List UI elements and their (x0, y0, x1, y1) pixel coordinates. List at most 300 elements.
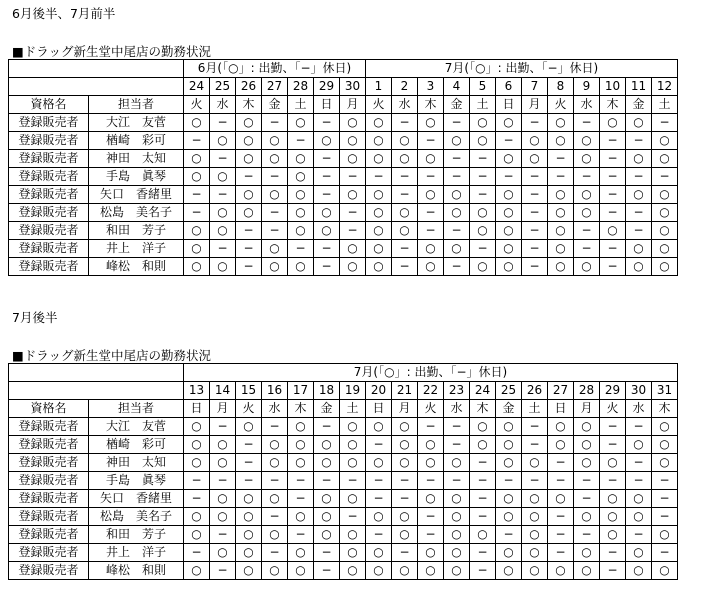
role-cell: 登録販売者 (9, 240, 89, 258)
attendance-mark: − (418, 508, 444, 526)
attendance-mark: ○ (574, 562, 600, 580)
staff-name-cell: 和田 芳子 (89, 222, 184, 240)
attendance-mark: − (522, 472, 548, 490)
attendance-mark: ○ (288, 186, 314, 204)
attendance-mark: ○ (600, 114, 626, 132)
attendance-mark: − (652, 544, 678, 562)
weekday-cell: 火 (418, 400, 444, 418)
attendance-mark: ○ (184, 168, 210, 186)
attendance-mark: − (522, 204, 548, 222)
attendance-mark: ○ (418, 186, 444, 204)
attendance-mark: ○ (548, 132, 574, 150)
attendance-mark: ○ (522, 150, 548, 168)
staff-name-cell: 楢崎 彩可 (89, 132, 184, 150)
attendance-mark: ○ (262, 186, 288, 204)
attendance-mark: − (626, 222, 652, 240)
attendance-mark: − (522, 258, 548, 276)
attendance-mark: − (522, 168, 548, 186)
staff-row (9, 526, 678, 544)
person-column-header: 担当者 (89, 400, 184, 418)
attendance-mark: ○ (652, 418, 678, 436)
role-cell: 登録販売者 (9, 114, 89, 132)
attendance-mark: ○ (626, 114, 652, 132)
day-number: 20 (366, 382, 392, 400)
staff-name-cell: 和田 芳子 (89, 526, 184, 544)
attendance-mark: ○ (210, 132, 236, 150)
attendance-mark: − (444, 222, 470, 240)
attendance-mark: − (470, 150, 496, 168)
attendance-mark: − (184, 186, 210, 204)
day-number-row (9, 78, 678, 96)
attendance-mark: ○ (470, 222, 496, 240)
attendance-mark: ○ (574, 418, 600, 436)
attendance-mark: ○ (340, 132, 366, 150)
weekday-cell: 日 (496, 96, 522, 114)
attendance-mark: − (600, 544, 626, 562)
attendance-mark: ○ (314, 436, 340, 454)
staff-row (9, 114, 678, 132)
attendance-mark: − (574, 222, 600, 240)
attendance-mark: ○ (288, 436, 314, 454)
staff-row (9, 472, 678, 490)
attendance-mark: − (548, 454, 574, 472)
attendance-mark: − (418, 204, 444, 222)
role-cell: 登録販売者 (9, 204, 89, 222)
attendance-mark: ○ (600, 508, 626, 526)
weekday-cell: 月 (340, 96, 366, 114)
attendance-mark: ○ (574, 186, 600, 204)
attendance-mark: ○ (496, 436, 522, 454)
section-title-2: ■ドラッグ新生堂中尾店の勤務状況 (12, 348, 212, 363)
attendance-mark: ○ (236, 418, 262, 436)
attendance-mark: ○ (184, 114, 210, 132)
day-number: 25 (496, 382, 522, 400)
attendance-mark: ○ (366, 562, 392, 580)
attendance-mark: ○ (496, 454, 522, 472)
attendance-mark: − (470, 168, 496, 186)
attendance-mark: ○ (288, 258, 314, 276)
attendance-mark: ○ (340, 436, 366, 454)
attendance-mark: ○ (262, 454, 288, 472)
month-header-row (9, 60, 678, 78)
day-number: 5 (470, 78, 496, 96)
day-number: 26 (236, 78, 262, 96)
attendance-mark: ○ (262, 436, 288, 454)
day-number: 30 (626, 382, 652, 400)
day-number: 10 (600, 78, 626, 96)
staff-row (9, 240, 678, 258)
attendance-mark: ○ (652, 436, 678, 454)
staff-name-cell: 井上 洋子 (89, 544, 184, 562)
attendance-mark: − (652, 114, 678, 132)
attendance-mark: − (262, 544, 288, 562)
attendance-mark: ○ (626, 544, 652, 562)
attendance-mark: − (236, 436, 262, 454)
staff-row (9, 508, 678, 526)
attendance-mark: ○ (288, 562, 314, 580)
role-cell: 登録販売者 (9, 544, 89, 562)
attendance-mark: ○ (340, 114, 366, 132)
attendance-mark: − (366, 526, 392, 544)
weekday-cell: 金 (626, 96, 652, 114)
role-cell: 登録販売者 (9, 436, 89, 454)
attendance-mark: − (522, 418, 548, 436)
staff-row (9, 490, 678, 508)
day-number: 28 (288, 78, 314, 96)
attendance-mark: ○ (418, 544, 444, 562)
attendance-mark: ○ (236, 526, 262, 544)
attendance-mark: ○ (366, 132, 392, 150)
attendance-mark: ○ (314, 526, 340, 544)
attendance-mark: ○ (340, 454, 366, 472)
weekday-cell: 月 (392, 400, 418, 418)
attendance-mark: ○ (600, 222, 626, 240)
day-number: 18 (314, 382, 340, 400)
attendance-mark: − (522, 114, 548, 132)
attendance-mark: − (288, 132, 314, 150)
attendance-mark: − (626, 168, 652, 186)
staff-row (9, 204, 678, 222)
attendance-mark: ○ (522, 526, 548, 544)
attendance-mark: − (574, 240, 600, 258)
attendance-mark: ○ (366, 418, 392, 436)
attendance-mark: ○ (522, 454, 548, 472)
attendance-mark: ○ (262, 526, 288, 544)
attendance-mark: ○ (652, 258, 678, 276)
attendance-mark: ○ (236, 562, 262, 580)
attendance-mark: ○ (626, 490, 652, 508)
attendance-mark: ○ (522, 132, 548, 150)
attendance-mark: ○ (262, 562, 288, 580)
attendance-mark: ○ (548, 562, 574, 580)
attendance-mark: ○ (340, 240, 366, 258)
blank-cell (9, 364, 184, 382)
attendance-mark: − (236, 240, 262, 258)
weekday-cell: 土 (470, 96, 496, 114)
attendance-mark: ○ (340, 258, 366, 276)
attendance-mark: ○ (548, 436, 574, 454)
attendance-mark: ○ (548, 490, 574, 508)
attendance-mark: − (600, 472, 626, 490)
attendance-mark: − (210, 472, 236, 490)
attendance-mark: − (548, 544, 574, 562)
attendance-mark: ○ (652, 132, 678, 150)
attendance-mark: ○ (366, 114, 392, 132)
attendance-mark: ○ (600, 526, 626, 544)
attendance-mark: ○ (366, 150, 392, 168)
attendance-mark: − (314, 418, 340, 436)
attendance-mark: ○ (288, 168, 314, 186)
attendance-mark: ○ (574, 204, 600, 222)
attendance-mark: − (444, 114, 470, 132)
attendance-mark: ○ (392, 204, 418, 222)
attendance-mark: − (314, 114, 340, 132)
attendance-mark: ○ (262, 490, 288, 508)
day-number: 24 (184, 78, 210, 96)
attendance-mark: − (600, 132, 626, 150)
attendance-mark: − (184, 132, 210, 150)
attendance-mark: − (522, 436, 548, 454)
attendance-mark: ○ (184, 454, 210, 472)
attendance-mark: ○ (444, 204, 470, 222)
weekday-cell: 日 (184, 400, 210, 418)
role-cell: 登録販売者 (9, 562, 89, 580)
role-cell: 登録販売者 (9, 132, 89, 150)
attendance-mark: − (418, 168, 444, 186)
attendance-mark: − (210, 186, 236, 204)
attendance-mark: ○ (574, 544, 600, 562)
staff-row (9, 544, 678, 562)
attendance-mark: ○ (470, 526, 496, 544)
attendance-mark: ○ (184, 562, 210, 580)
attendance-mark: ○ (496, 222, 522, 240)
attendance-mark: − (340, 222, 366, 240)
attendance-mark: ○ (236, 508, 262, 526)
attendance-mark: − (600, 168, 626, 186)
day-number: 11 (626, 78, 652, 96)
attendance-mark: − (444, 436, 470, 454)
role-column-header: 資格名 (9, 96, 89, 114)
weekday-cell: 木 (418, 96, 444, 114)
attendance-mark: − (210, 150, 236, 168)
attendance-mark: − (418, 418, 444, 436)
attendance-mark: ○ (444, 508, 470, 526)
attendance-mark: − (470, 544, 496, 562)
month-header: 6月(「○」: 出勤、「−」休日) (184, 60, 366, 78)
attendance-mark: ○ (548, 222, 574, 240)
attendance-mark: − (600, 562, 626, 580)
day-number: 30 (340, 78, 366, 96)
attendance-mark: ○ (496, 258, 522, 276)
staff-row (9, 258, 678, 276)
day-number: 15 (236, 382, 262, 400)
attendance-mark: − (314, 168, 340, 186)
attendance-mark: ○ (340, 526, 366, 544)
day-number: 17 (288, 382, 314, 400)
attendance-mark: − (210, 526, 236, 544)
attendance-mark: ○ (496, 150, 522, 168)
attendance-mark: ○ (652, 150, 678, 168)
attendance-mark: ○ (288, 150, 314, 168)
attendance-mark: ○ (470, 204, 496, 222)
attendance-mark: − (392, 186, 418, 204)
attendance-mark: − (236, 472, 262, 490)
attendance-mark: − (184, 490, 210, 508)
attendance-mark: − (574, 168, 600, 186)
attendance-mark: − (314, 258, 340, 276)
attendance-mark: ○ (418, 436, 444, 454)
staff-name-cell: 大江 友菅 (89, 418, 184, 436)
attendance-mark: ○ (392, 454, 418, 472)
period-heading-2: 7月後半 (12, 310, 58, 325)
attendance-mark: ○ (366, 186, 392, 204)
schedule-table-2 (8, 363, 678, 580)
day-number: 27 (548, 382, 574, 400)
attendance-mark: ○ (600, 490, 626, 508)
attendance-mark: − (626, 418, 652, 436)
attendance-mark: ○ (548, 258, 574, 276)
attendance-mark: ○ (470, 436, 496, 454)
attendance-mark: − (392, 258, 418, 276)
attendance-mark: − (652, 490, 678, 508)
attendance-mark: ○ (340, 562, 366, 580)
attendance-mark: ○ (444, 186, 470, 204)
attendance-mark: − (366, 436, 392, 454)
attendance-mark: ○ (262, 132, 288, 150)
attendance-mark: − (574, 472, 600, 490)
day-number: 2 (392, 78, 418, 96)
day-number: 31 (652, 382, 678, 400)
attendance-mark: ○ (392, 508, 418, 526)
staff-row (9, 454, 678, 472)
attendance-mark: − (626, 132, 652, 150)
attendance-mark: ○ (496, 508, 522, 526)
attendance-mark: − (548, 508, 574, 526)
month-header: 7月(「○」: 出勤、「−」休日) (366, 60, 678, 78)
weekday-cell: 金 (496, 400, 522, 418)
attendance-mark: ○ (496, 114, 522, 132)
attendance-mark: ○ (626, 562, 652, 580)
attendance-mark: ○ (210, 436, 236, 454)
attendance-mark: ○ (652, 186, 678, 204)
attendance-mark: ○ (444, 562, 470, 580)
staff-name-cell: 神田 太知 (89, 150, 184, 168)
attendance-mark: − (600, 258, 626, 276)
attendance-mark: − (210, 240, 236, 258)
attendance-mark: ○ (626, 258, 652, 276)
attendance-mark: ○ (236, 490, 262, 508)
attendance-mark: − (366, 168, 392, 186)
attendance-mark: − (262, 472, 288, 490)
day-number: 19 (340, 382, 366, 400)
person-column-header: 担当者 (89, 96, 184, 114)
schedule-table-1 (8, 59, 678, 276)
role-cell: 登録販売者 (9, 508, 89, 526)
attendance-mark: − (600, 436, 626, 454)
attendance-mark: ○ (626, 436, 652, 454)
staff-row (9, 132, 678, 150)
role-cell: 登録販売者 (9, 150, 89, 168)
attendance-mark: ○ (366, 544, 392, 562)
attendance-mark: − (262, 204, 288, 222)
attendance-mark: ○ (574, 132, 600, 150)
attendance-mark: − (600, 240, 626, 258)
attendance-mark: ○ (236, 204, 262, 222)
attendance-mark: ○ (262, 258, 288, 276)
attendance-mark: − (522, 240, 548, 258)
attendance-mark: − (262, 418, 288, 436)
day-number: 23 (444, 382, 470, 400)
weekday-row (9, 96, 678, 114)
attendance-mark: − (288, 526, 314, 544)
attendance-mark: ○ (496, 418, 522, 436)
weekday-cell: 水 (444, 400, 470, 418)
staff-row (9, 562, 678, 580)
attendance-mark: ○ (574, 150, 600, 168)
attendance-mark: ○ (366, 204, 392, 222)
attendance-mark: ○ (574, 508, 600, 526)
attendance-mark: ○ (574, 258, 600, 276)
weekday-cell: 土 (522, 400, 548, 418)
attendance-mark: − (184, 544, 210, 562)
attendance-mark: − (314, 562, 340, 580)
attendance-mark: − (548, 472, 574, 490)
attendance-mark: − (470, 454, 496, 472)
attendance-mark: ○ (392, 562, 418, 580)
weekday-cell: 金 (314, 400, 340, 418)
weekday-cell: 水 (574, 96, 600, 114)
role-cell: 登録販売者 (9, 490, 89, 508)
day-number: 14 (210, 382, 236, 400)
day-number: 8 (548, 78, 574, 96)
attendance-mark: − (262, 222, 288, 240)
weekday-cell: 水 (392, 96, 418, 114)
blank-cell (9, 382, 184, 400)
attendance-mark: − (444, 168, 470, 186)
attendance-mark: − (444, 258, 470, 276)
attendance-mark: ○ (184, 508, 210, 526)
attendance-mark: ○ (548, 204, 574, 222)
attendance-mark: ○ (496, 490, 522, 508)
attendance-mark: ○ (392, 436, 418, 454)
attendance-mark: − (470, 472, 496, 490)
day-number: 26 (522, 382, 548, 400)
attendance-mark: − (626, 204, 652, 222)
attendance-mark: − (574, 490, 600, 508)
staff-name-cell: 峰松 和則 (89, 562, 184, 580)
attendance-mark: ○ (366, 508, 392, 526)
weekday-cell: 金 (262, 96, 288, 114)
attendance-mark: − (522, 222, 548, 240)
attendance-mark: ○ (444, 544, 470, 562)
attendance-mark: − (522, 186, 548, 204)
role-cell: 登録販売者 (9, 418, 89, 436)
attendance-mark: ○ (288, 222, 314, 240)
attendance-mark: ○ (366, 240, 392, 258)
attendance-mark: ○ (652, 526, 678, 544)
attendance-mark: ○ (626, 240, 652, 258)
attendance-mark: − (574, 526, 600, 544)
attendance-mark: − (470, 186, 496, 204)
staff-name-cell: 松島 美名子 (89, 508, 184, 526)
staff-name-cell: 矢口 香緒里 (89, 186, 184, 204)
attendance-mark: ○ (236, 114, 262, 132)
attendance-mark: − (314, 150, 340, 168)
attendance-mark: − (392, 114, 418, 132)
attendance-mark: ○ (314, 222, 340, 240)
attendance-mark: ○ (496, 240, 522, 258)
attendance-mark: − (392, 544, 418, 562)
attendance-mark: ○ (210, 490, 236, 508)
day-number: 24 (470, 382, 496, 400)
attendance-mark: ○ (444, 490, 470, 508)
weekday-cell: 火 (236, 400, 262, 418)
attendance-mark: − (184, 472, 210, 490)
attendance-mark: ○ (184, 418, 210, 436)
attendance-mark: ○ (184, 526, 210, 544)
attendance-mark: ○ (366, 258, 392, 276)
attendance-mark: ○ (470, 132, 496, 150)
period-heading-1: 6月後半、7月前半 (12, 6, 116, 21)
role-cell: 登録販売者 (9, 258, 89, 276)
attendance-mark: − (418, 526, 444, 544)
weekday-cell: 水 (210, 96, 236, 114)
attendance-mark: ○ (418, 114, 444, 132)
attendance-mark: ○ (444, 454, 470, 472)
attendance-mark: − (600, 186, 626, 204)
attendance-mark: ○ (652, 222, 678, 240)
staff-name-cell: 井上 洋子 (89, 240, 184, 258)
